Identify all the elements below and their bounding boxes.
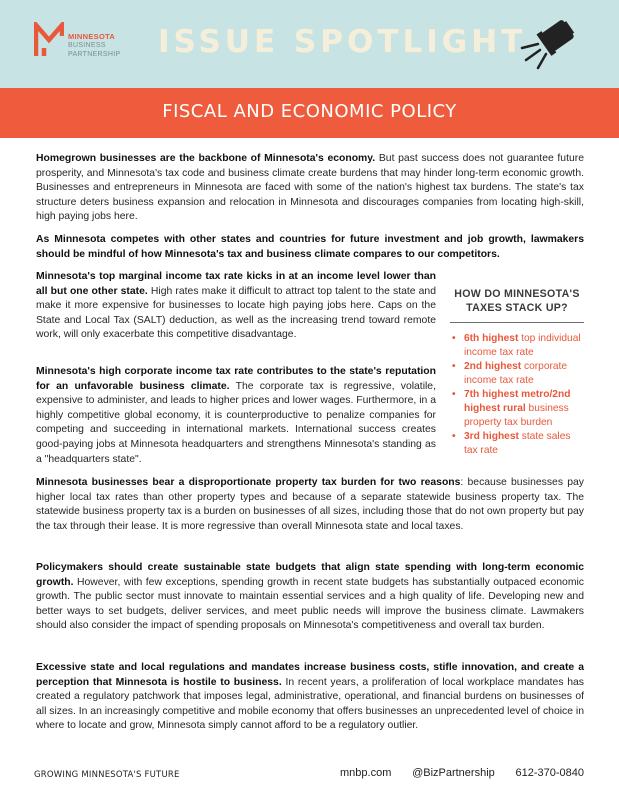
paragraph-income-tax <box>36 270 436 343</box>
list-item <box>450 332 584 359</box>
mbp-logo <box>34 22 134 66</box>
section-title: FISCAL AND ECONOMIC POLICY <box>162 101 457 122</box>
paragraph-competition <box>36 233 584 262</box>
paragraph-lead: Policymakers should create sustainable state budgets that align state spending with long-term economic growth. <box>36 562 584 588</box>
paragraph-lead: As Minnesota competes with other states and countries for future investment and job growth, lawmakers should be mindful of how Minnesota's tax and business climate compares to our competitors. <box>36 234 584 260</box>
paragraph-lead: Excessive state and local regulations and mandates increase business costs, stifle innovation, and create a perception that Minnesota is hostile to business. <box>36 662 584 688</box>
paragraph-corporate-tax <box>36 365 436 467</box>
mbp-logo-mark-icon <box>34 22 64 58</box>
footer-website-link[interactable]: mnbp.com <box>340 767 392 779</box>
footer-phone: 612-370-0840 <box>515 767 584 779</box>
logo-line-1: MINNESOTA <box>68 32 116 41</box>
paragraph-budgets <box>36 561 584 634</box>
paragraph-lead: Homegrown businesses are the backbone of Minnesota's economy. <box>36 153 376 164</box>
paragraph-lead: Minnesota businesses bear a disproportionate property tax burden for two reasons <box>36 477 461 488</box>
paragraph-body: In recent years, a proliferation of local workplace mandates has created a regulatory patchwork that imposes legal, administrative, operational, and financial burdens on businesses of all sizes. In an increasingly competitive and mobile economy that offers businesses an unprecedented level of choice in where to locate and grow, Minnesota simply cannot afford to be a regulatory outlier. <box>36 676 584 732</box>
footer-twitter-handle[interactable]: @BizPartnership <box>412 767 495 779</box>
list-item <box>450 360 584 387</box>
logo-line-2: BUSINESS <box>68 42 106 49</box>
rank-description: top individual income tax rate <box>464 333 581 358</box>
rank-description: state sales tax rate <box>464 431 571 456</box>
footer-contact <box>340 767 584 779</box>
logo-line-3: PARTNERSHIP <box>68 51 121 58</box>
rank-highlight: 7th highest metro/2nd highest rural <box>464 389 571 414</box>
sidebar-list <box>450 332 584 457</box>
paragraph-body: But past success does not guarantee future prosperity, and Minnesota's tax code and business climate create burdens that may hinder long-term economic growth. Businesses and entrepreneurs in Minnesota are faced with some of the nation's highest tax burdens. The state's tax structure deters business expansion and relocation in Minnesota and discourages companies from locating high-skill, high paying jobs here. <box>36 153 584 223</box>
rank-highlight: 3rd highest <box>464 431 519 443</box>
paragraph-body: : because businesses pay higher local tax rates than other property types and because of a separate statewide business property tax. The statewide business property tax is a burden on businesses of all sizes, including those that do not own property but pay the tax through their lease. It is more regressive than overall Minnesota state and local taxes. <box>36 477 584 532</box>
paragraph-lead: Minnesota's high corporate income tax rate contributes to the state's reputation for an unfavorable business climate. <box>36 366 436 392</box>
tax-rank-sidebar <box>450 288 584 458</box>
sidebar-title: HOW DO MINNESOTA'S TAXES STACK UP? <box>450 288 584 323</box>
list-item <box>450 430 584 457</box>
paragraph-intro <box>36 152 584 225</box>
rank-description: business property tax burden <box>464 402 569 428</box>
flashlight-icon <box>516 14 580 70</box>
rank-highlight: 2nd highest <box>464 361 522 373</box>
footer-tagline: GROWING MINNESOTA'S FUTURE <box>34 770 180 780</box>
rank-description: corporate income tax rate <box>464 361 568 386</box>
rank-highlight: 6th highest <box>464 333 519 344</box>
paragraph-body: However, with few exceptions, spending growth in recent state budgets has substantially outpaced economic growth. The public sector must innovate to maintain essential services and a high quality of life. Developing new and better ways to set budgets, deliver services, and meet public needs will improve the business climate. Lawmakers should also consider the impact of spending proposals on Minnesota's competitiveness and overall tax burden. <box>36 576 584 632</box>
list-item <box>450 388 584 429</box>
page-title: ISSUE SPOTLIGHT <box>158 24 527 60</box>
paragraph-body: High rates make it difficult to attract top talent to the state and make it more expensive for businesses to locate high paying jobs here. Caps on the State and Local Tax (SALT) deduction, as well as the increasing trend toward remote work, will only exacerbate this competitive disadvantage. <box>36 285 436 341</box>
logo-wordmark <box>68 32 120 59</box>
paragraph-lead: Minnesota's top marginal income tax rate kicks in at an income level lower than all but one other state. <box>36 271 436 297</box>
paragraph-body: The corporate tax is regressive, volatile, expensive to administer, and leads to higher prices and lower wages. Furthermore, in a highly competitive global economy, it is counterproductive to penalize companies for competing and succeeding in international markets. International success creates good-paying jobs at Minnesota headquarters and strengthens Minnesota's standing as a "headquarters state". <box>36 380 436 465</box>
paragraph-property-tax <box>36 476 584 534</box>
paragraph-regulations <box>36 661 584 734</box>
